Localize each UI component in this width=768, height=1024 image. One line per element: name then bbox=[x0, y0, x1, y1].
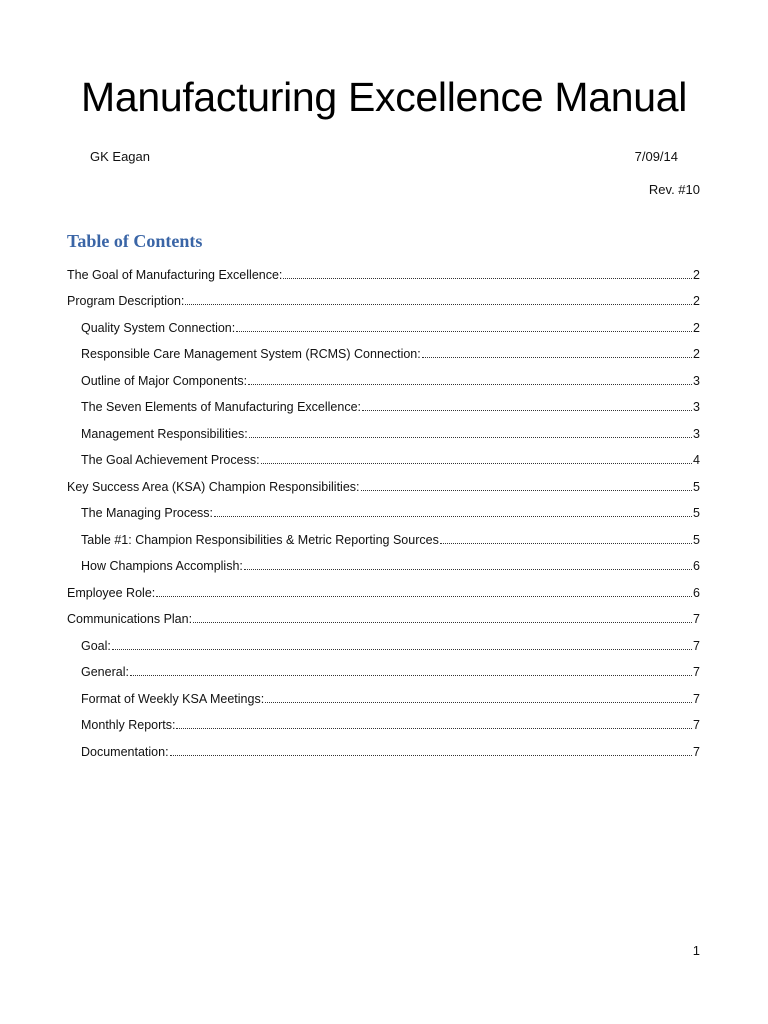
toc-entry-page: 7 bbox=[693, 718, 700, 732]
toc-entry-label: General: bbox=[81, 665, 129, 679]
toc-entry-label: How Champions Accomplish: bbox=[81, 559, 243, 573]
toc-entry[interactable] bbox=[67, 733, 700, 760]
toc-entry-page: 7 bbox=[693, 744, 700, 759]
toc-entry-page: 6 bbox=[693, 559, 700, 573]
toc-entry-label: Responsible Care Management System (RCMS) Connection: bbox=[81, 347, 421, 361]
toc-entry-label: The Goal Achievement Process: bbox=[81, 453, 260, 467]
toc-entry-page: 6 bbox=[693, 585, 700, 600]
toc-entry-page: 7 bbox=[693, 612, 700, 626]
toc-entry-label: The Managing Process: bbox=[81, 506, 214, 520]
table-of-contents bbox=[67, 256, 700, 760]
toc-entry-label: Outline of Major Components: bbox=[81, 373, 248, 388]
toc-dot-leader bbox=[283, 277, 692, 279]
toc-entry[interactable] bbox=[67, 707, 700, 734]
toc-entry[interactable] bbox=[67, 362, 700, 389]
document-date: 7/09/14 bbox=[634, 149, 678, 164]
toc-entry[interactable] bbox=[67, 574, 700, 601]
toc-entry[interactable] bbox=[67, 468, 700, 495]
toc-entry[interactable] bbox=[67, 415, 700, 442]
toc-entry-page: 2 bbox=[693, 347, 700, 361]
toc-entry-page: 4 bbox=[693, 453, 700, 467]
document-title: Manufacturing Excellence Manual bbox=[80, 74, 688, 120]
toc-dot-leader bbox=[265, 701, 692, 703]
toc-dot-leader bbox=[422, 356, 692, 358]
toc-entry-label: Communications Plan: bbox=[67, 612, 193, 626]
toc-entry-label: Key Success Area (KSA) Champion Responsibilities: bbox=[67, 479, 360, 494]
toc-entry-page: 2 bbox=[693, 294, 700, 308]
toc-entry-label: Monthly Reports: bbox=[81, 718, 176, 732]
toc-entry[interactable] bbox=[67, 601, 700, 628]
toc-dot-leader bbox=[156, 595, 692, 597]
toc-entry[interactable] bbox=[67, 548, 700, 575]
toc-entry[interactable] bbox=[67, 389, 700, 416]
toc-entry-label: Table #1: Champion Responsibilities & Metric Reporting Sources bbox=[81, 532, 439, 547]
toc-entry-page: 7 bbox=[693, 691, 700, 706]
toc-entry-page: 2 bbox=[693, 320, 700, 335]
toc-entry[interactable] bbox=[67, 256, 700, 283]
toc-dot-leader bbox=[170, 754, 692, 756]
toc-entry[interactable] bbox=[67, 627, 700, 654]
toc-entry-page: 7 bbox=[693, 638, 700, 653]
toc-dot-leader bbox=[193, 621, 692, 623]
toc-entry-label: Program Description: bbox=[67, 294, 185, 308]
toc-entry-page: 5 bbox=[693, 479, 700, 494]
toc-entry[interactable] bbox=[67, 283, 700, 310]
toc-entry-page: 3 bbox=[693, 426, 700, 441]
toc-entry-page: 3 bbox=[693, 400, 700, 414]
toc-entry-page: 2 bbox=[693, 267, 700, 282]
toc-entry-label: The Seven Elements of Manufacturing Excellence: bbox=[81, 400, 362, 414]
toc-entry[interactable] bbox=[67, 654, 700, 681]
toc-dot-leader bbox=[361, 489, 693, 491]
toc-dot-leader bbox=[112, 648, 692, 650]
toc-entry-label: Management Responsibilities: bbox=[81, 426, 248, 441]
toc-dot-leader bbox=[185, 303, 692, 305]
toc-entry-page: 3 bbox=[693, 373, 700, 388]
toc-dot-leader bbox=[261, 462, 692, 464]
toc-dot-leader bbox=[362, 409, 692, 411]
toc-entry-page: 5 bbox=[693, 506, 700, 520]
toc-entry[interactable] bbox=[67, 521, 700, 548]
toc-dot-leader bbox=[440, 542, 692, 544]
toc-entry[interactable] bbox=[67, 309, 700, 336]
toc-entry-label: Documentation: bbox=[81, 744, 169, 759]
toc-dot-leader bbox=[248, 383, 692, 385]
toc-entry-label: Goal: bbox=[81, 638, 111, 653]
toc-dot-leader bbox=[130, 674, 692, 676]
toc-dot-leader bbox=[236, 330, 692, 332]
toc-entry[interactable] bbox=[67, 442, 700, 469]
toc-entry-page: 5 bbox=[693, 532, 700, 547]
revision-number: Rev. #10 bbox=[648, 182, 700, 197]
toc-entry-label: Employee Role: bbox=[67, 585, 156, 600]
toc-dot-leader bbox=[244, 568, 692, 570]
toc-dot-leader bbox=[176, 727, 692, 729]
toc-heading: Table of Contents bbox=[67, 231, 203, 251]
toc-entry[interactable] bbox=[67, 495, 700, 522]
toc-entry-label: Format of Weekly KSA Meetings: bbox=[81, 691, 265, 706]
toc-entry-page: 7 bbox=[693, 665, 700, 679]
toc-dot-leader bbox=[249, 436, 692, 438]
toc-entry-label: Quality System Connection: bbox=[81, 320, 236, 335]
toc-dot-leader bbox=[214, 515, 692, 517]
page-number: 1 bbox=[692, 943, 700, 958]
author-name: GK Eagan bbox=[90, 149, 150, 164]
toc-entry-label: The Goal of Manufacturing Excellence: bbox=[67, 267, 283, 282]
toc-entry[interactable] bbox=[67, 680, 700, 707]
toc-entry[interactable] bbox=[67, 336, 700, 363]
